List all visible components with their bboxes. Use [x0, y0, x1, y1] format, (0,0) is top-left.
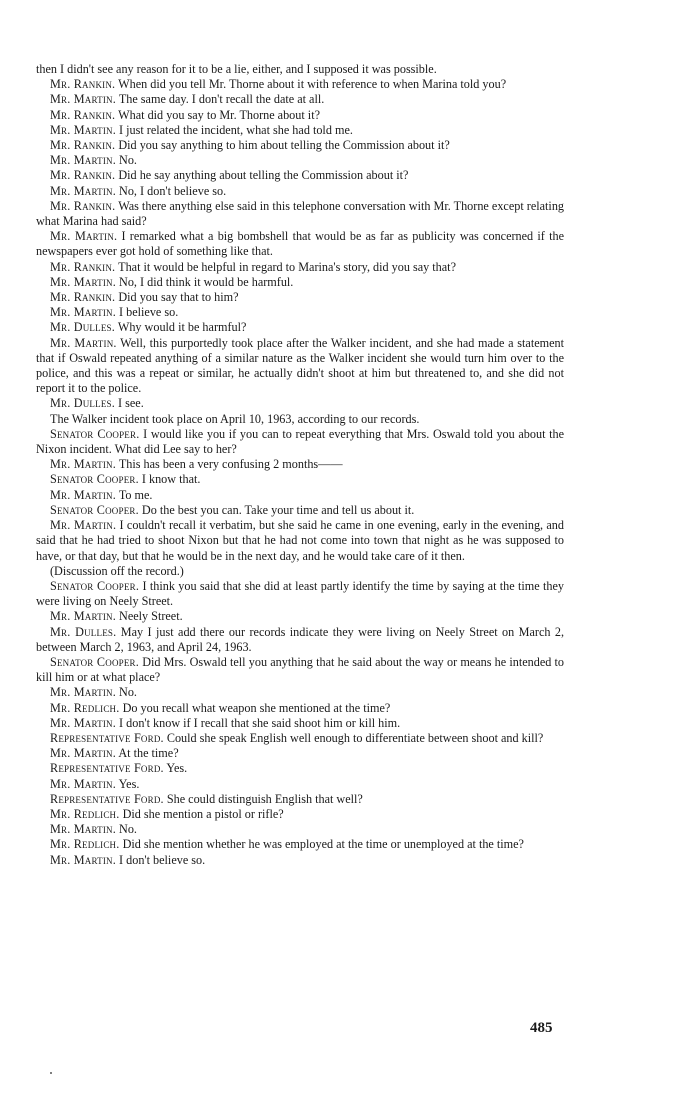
transcript-paragraph [36, 731, 564, 746]
speaker-name: Mr. Martin. [50, 274, 116, 289]
speaker-name: Mr. Martin. [50, 609, 116, 624]
transcript-paragraph [36, 396, 564, 411]
paragraph-text: I remarked what a big bombshell that would be as far as publicity was concerned if the newspapers ever got hold of something like that. [36, 229, 564, 259]
speaker-name: Mr. Martin. [50, 852, 116, 867]
paragraph-text: Did she mention a pistol or rifle? [122, 806, 284, 821]
paragraph-text: The same day. I don't recall the date at all. [118, 92, 325, 107]
paragraph-text: What did you say to Mr. Thorne about it? [118, 107, 320, 122]
transcript-paragraph [36, 184, 564, 199]
transcript-body [36, 62, 564, 868]
transcript-paragraph [36, 62, 564, 77]
paragraph-text: May I just add there our records indicate they were living on Neely Street on March 2, between March 2, 1963, and April 24, 1963. [36, 624, 565, 654]
speaker-name: Mr. Rankin. [50, 198, 116, 213]
speaker-name: Mr. Rankin. [50, 290, 116, 305]
paragraph-text: Yes. [118, 776, 140, 791]
paragraph-text: At the time? [118, 746, 179, 761]
transcript-paragraph [36, 609, 564, 624]
paragraph-text: Yes. [166, 761, 188, 776]
paragraph-text: I don't know if I recall that she said shoot him or kill him. [119, 715, 401, 730]
paragraph-text: That it would be helpful in regard to Marina's story, did you say that? [118, 259, 456, 274]
speaker-name: Mr. Rankin. [50, 107, 116, 122]
speaker-name: Mr. Redlich. [50, 700, 120, 715]
transcript-paragraph [36, 260, 564, 275]
transcript-paragraph [36, 108, 564, 123]
speaker-name: Mr. Redlich. [50, 806, 120, 821]
paragraph-text: I see. [118, 396, 144, 411]
speaker-name: Mr. Dulles. [50, 320, 115, 335]
paragraph-text: then I didn't see any reason for it to be a lie, either, and I supposed it was possible. [36, 62, 437, 76]
transcript-paragraph [36, 427, 564, 457]
paragraph-text: (Discussion off the record.) [50, 563, 184, 578]
paragraph-text: Did you say anything to him about telling the Commission about it? [118, 138, 450, 153]
paragraph-text: I believe so. [119, 305, 179, 320]
paragraph-text: Well, this purportedly took place after the Walker incident, and she had made a statement that if Oswald repeated anything of a similar nature as the Walker incident she would turn him over to the police, and this was a repeat or similar, he actually didn't shoot at him but threatened to, and she did not report it to the police. [36, 335, 564, 396]
transcript-paragraph [36, 503, 564, 518]
transcript-paragraph [36, 305, 564, 320]
speaker-name: Mr. Rankin. [50, 77, 116, 92]
speaker-name: Mr. Dulles. [50, 624, 117, 639]
transcript-paragraph [36, 761, 564, 776]
transcript-paragraph [36, 488, 564, 503]
paragraph-text: I would like you if you can to repeat everything that Mrs. Oswald told you about the Nixon incident. What did Lee say to her? [36, 426, 565, 457]
transcript-paragraph [36, 822, 564, 837]
transcript-paragraph [36, 153, 564, 168]
paragraph-text: I just related the incident, what she had told me. [119, 122, 353, 137]
speaker-name: Mr. Martin. [50, 822, 116, 837]
transcript-paragraph [36, 625, 564, 655]
speaker-name: Senator Cooper. [50, 472, 139, 487]
paragraph-text: No, I don't believe so. [119, 183, 227, 198]
transcript-paragraph [36, 518, 564, 564]
paragraph-text: I couldn't recall it verbatim, but she said he came in one evening, early in the evening, and said that he had tried to shoot Nixon but that he had not come into town that night as he was supposed to have, or that day, but that he would be in the next day, and he would take care of it then. [36, 518, 564, 563]
transcript-paragraph [36, 716, 564, 731]
transcript-paragraph [36, 275, 564, 290]
speaker-name: Mr. Martin. [50, 487, 116, 502]
speaker-name: Mr. Martin. [50, 122, 116, 137]
transcript-paragraph [36, 746, 564, 761]
speaker-name: Mr. Martin. [50, 457, 116, 472]
speaker-name: Senator Cooper. [50, 502, 139, 517]
paragraph-text: No, I did think it would be harmful. [119, 274, 294, 289]
transcript-paragraph [36, 290, 564, 305]
speaker-name: Representative Ford. [50, 730, 164, 745]
speaker-name: Mr. Martin. [50, 518, 117, 533]
paragraph-text: No. [119, 685, 137, 700]
transcript-paragraph [36, 853, 564, 868]
speaker-name: Mr. Dulles. [50, 396, 115, 411]
transcript-paragraph [36, 138, 564, 153]
speaker-name: Mr. Martin. [50, 776, 116, 791]
transcript-paragraph [36, 655, 564, 685]
transcript-paragraph [36, 412, 564, 427]
speaker-name: Mr. Martin. [50, 153, 116, 168]
paragraph-text: Do you recall what weapon she mentioned at the time? [122, 700, 391, 715]
speaker-name: Mr. Martin. [50, 335, 117, 350]
transcript-paragraph [36, 685, 564, 700]
speck [50, 1072, 52, 1074]
transcript-paragraph [36, 837, 564, 852]
transcript-paragraph [36, 320, 564, 335]
speaker-name: Mr. Martin. [50, 92, 116, 107]
paragraph-text: Did you say that to him? [118, 290, 239, 305]
transcript-paragraph [36, 472, 564, 487]
speaker-name: Mr. Martin. [50, 183, 116, 198]
paragraph-text: Do the best you can. Take your time and tell us about it. [141, 502, 415, 517]
speaker-name: Mr. Martin. [50, 746, 116, 761]
speaker-name: Mr. Martin. [50, 305, 116, 320]
paragraph-text: This has been a very confusing 2 months—— [118, 457, 343, 472]
paragraph-text: Why would it be harmful? [117, 320, 247, 335]
transcript-paragraph [36, 77, 564, 92]
transcript-paragraph [36, 457, 564, 472]
speaker-name: Representative Ford. [50, 791, 164, 806]
paragraph-text: To me. [118, 487, 153, 502]
paragraph-text: The Walker incident took place on April 10, 1963, according to our records. [50, 411, 420, 426]
paragraph-text: I don't believe so. [119, 852, 206, 867]
transcript-paragraph [36, 701, 564, 716]
transcript-paragraph [36, 168, 564, 183]
transcript-paragraph [36, 564, 564, 579]
transcript-paragraph [36, 229, 564, 259]
speaker-name: Representative Ford. [50, 761, 164, 776]
transcript-paragraph [36, 123, 564, 138]
page-number: 485 [530, 1020, 553, 1036]
transcript-paragraph [36, 777, 564, 792]
speaker-name: Mr. Martin. [50, 685, 116, 700]
speaker-name: Mr. Rankin. [50, 138, 116, 153]
paragraph-text: No. [119, 822, 137, 837]
speaker-name: Mr. Redlich. [50, 837, 120, 852]
paragraph-text: Did she mention whether he was employed at the time or unemployed at the time? [122, 837, 524, 852]
transcript-paragraph [36, 336, 564, 397]
paragraph-text: Did Mrs. Oswald tell you anything that he said about the way or means he intended to kill him or at what place? [36, 654, 565, 685]
speaker-name: Mr. Rankin. [50, 259, 116, 274]
speaker-name: Mr. Rankin. [50, 168, 116, 183]
transcript-paragraph [36, 807, 564, 822]
speaker-name: Mr. Martin. [50, 715, 116, 730]
paragraph-text: Did he say anything about telling the Commission about it? [118, 168, 409, 183]
paragraph-text: Was there anything else said in this telephone conversation with Mr. Thorne except relating what Marina had said? [36, 198, 565, 229]
speaker-name: Senator Cooper. [50, 426, 140, 441]
paragraph-text: Could she speak English well enough to differentiate between shoot and kill? [166, 730, 544, 745]
transcript-paragraph [36, 579, 564, 609]
transcript-paragraph [36, 92, 564, 107]
transcript-paragraph [36, 199, 564, 229]
paragraph-text: No. [119, 153, 137, 168]
paragraph-text: I know that. [141, 472, 201, 487]
paragraph-text: She could distinguish English that well? [166, 791, 363, 806]
transcript-paragraph [36, 792, 564, 807]
speaker-name: Senator Cooper. [50, 578, 140, 593]
speaker-name: Mr. Martin. [50, 229, 118, 244]
paragraph-text: When did you tell Mr. Thorne about it with reference to when Marina told you? [118, 77, 507, 92]
paragraph-text: I think you said that she did at least partly identify the time by saying at the time they were living on Neely Street. [36, 578, 565, 609]
speaker-name: Senator Cooper. [50, 654, 139, 669]
paragraph-text: Neely Street. [119, 609, 183, 624]
